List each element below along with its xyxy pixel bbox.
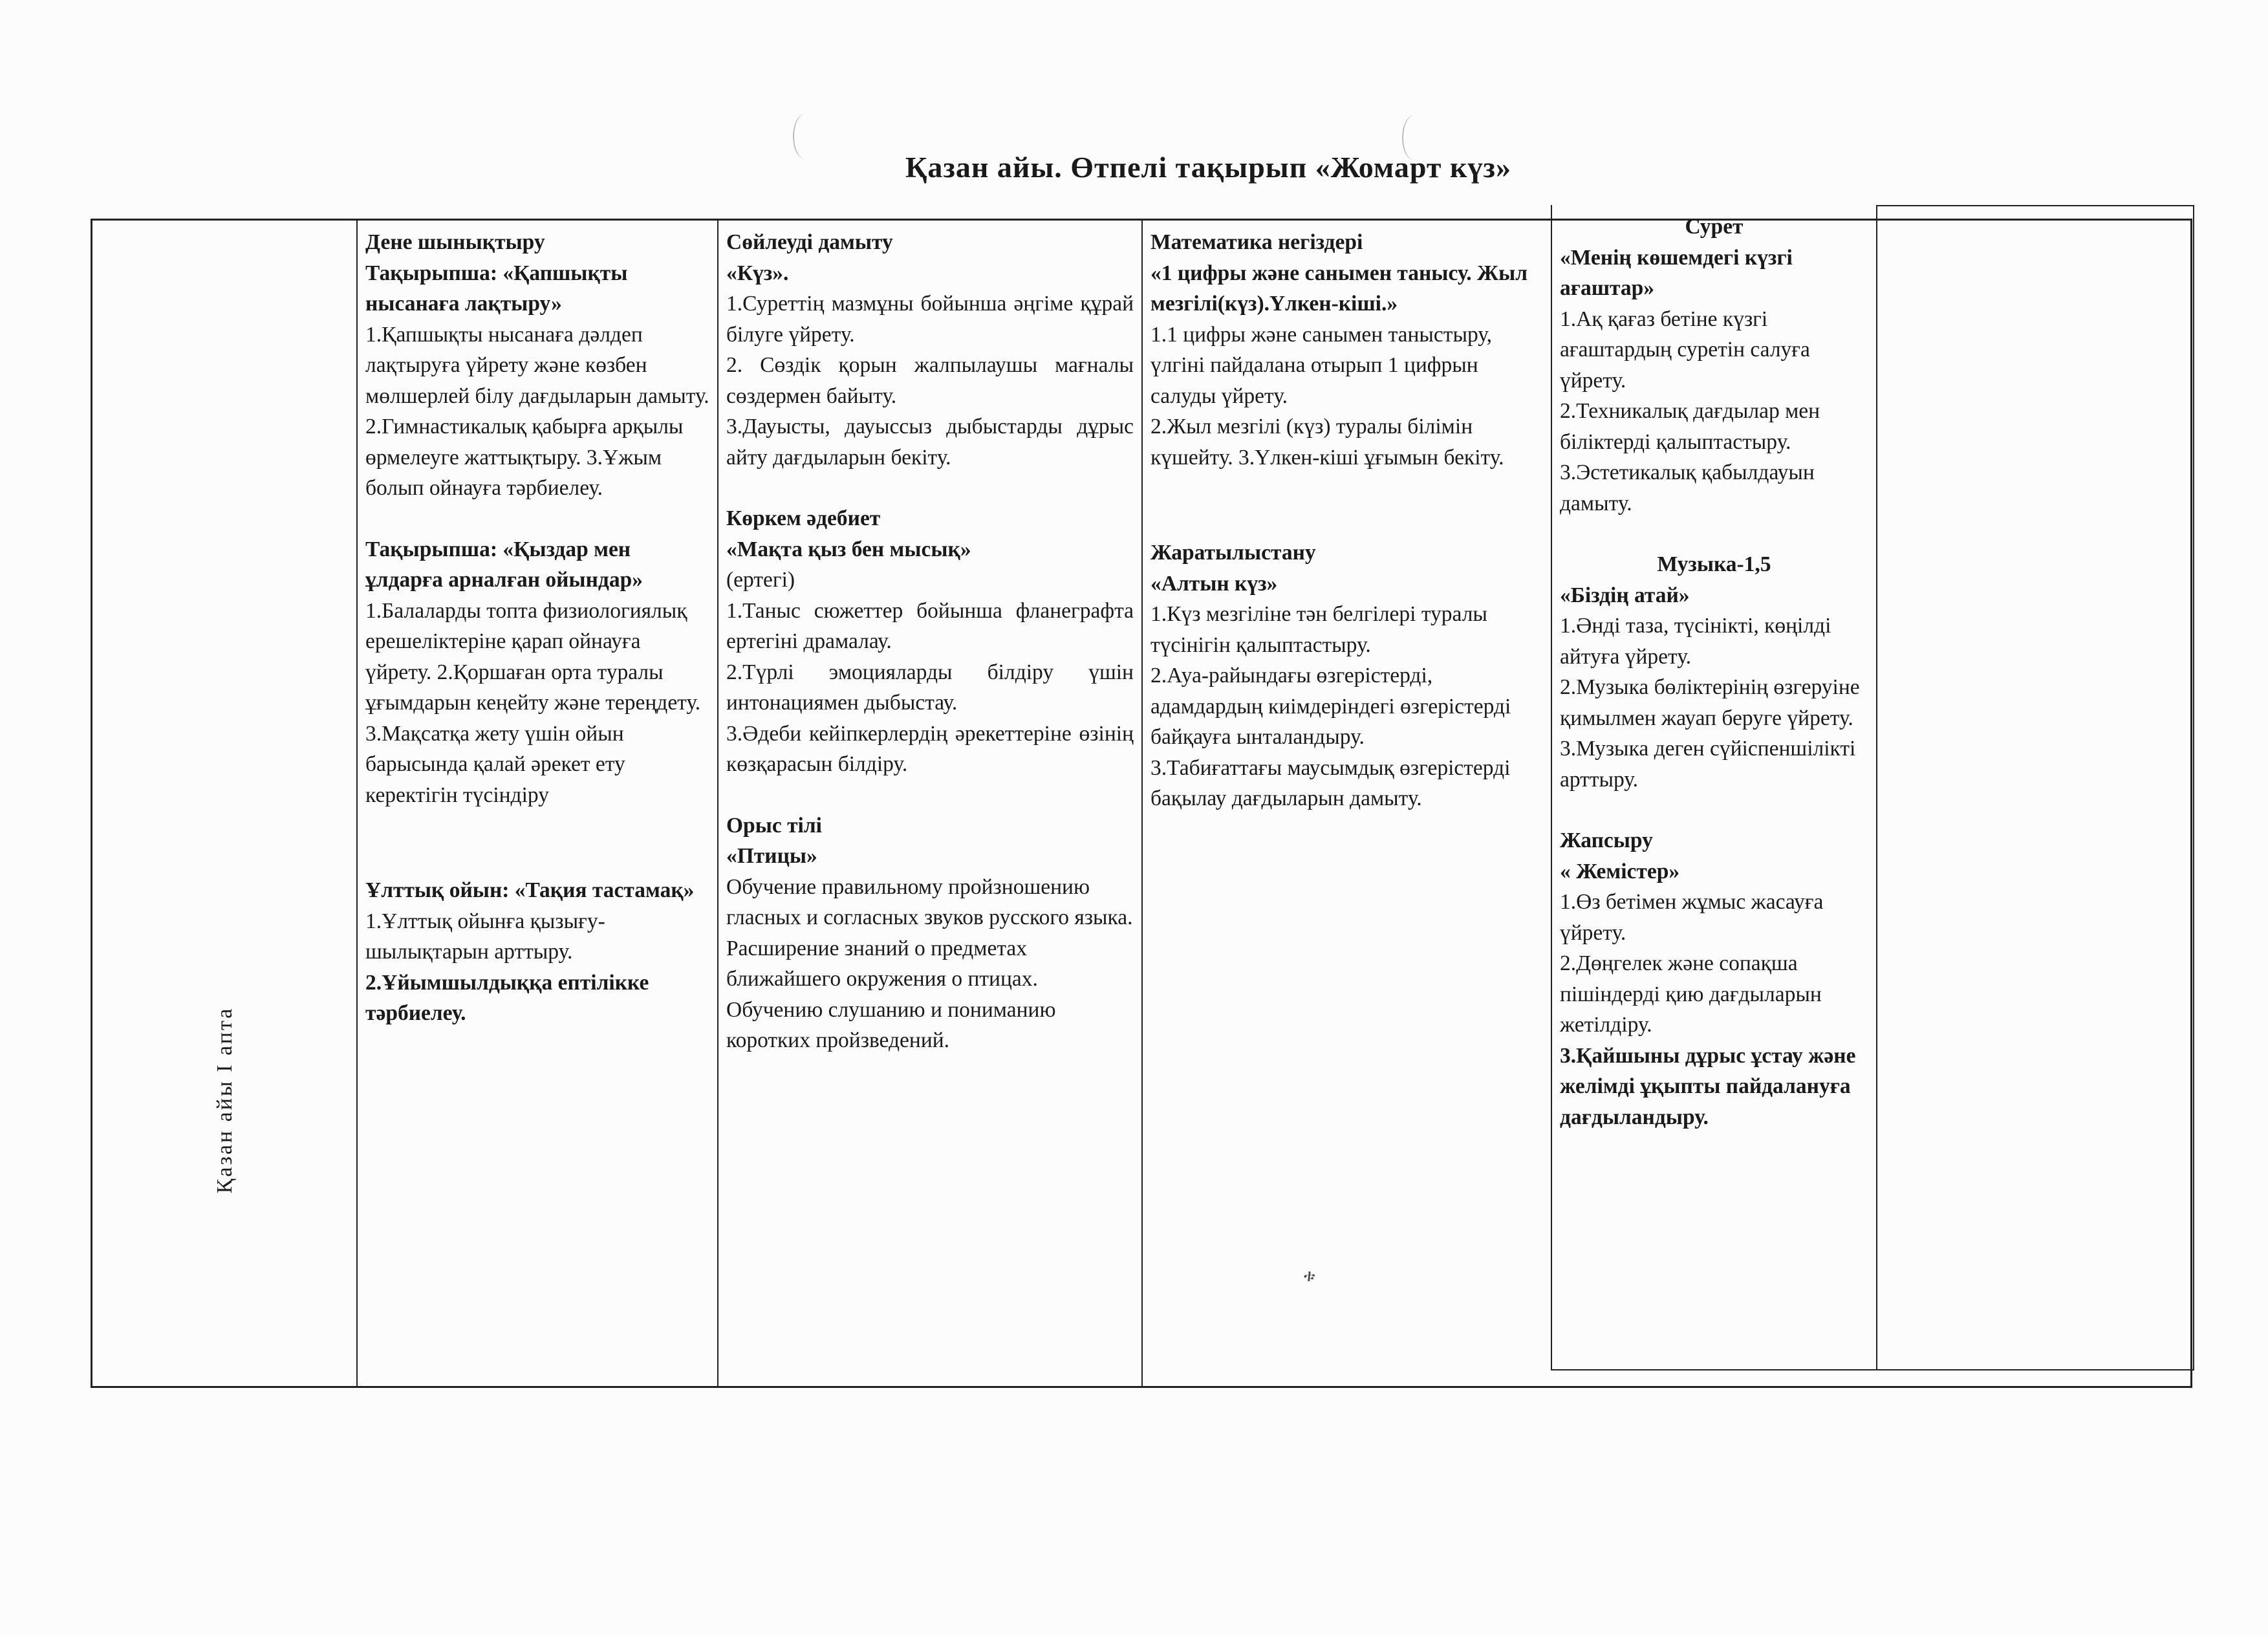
objective-line: 3.Табиғаттағы маусымдық өзгерістерді бақылау дағдыларын дамыту. <box>1150 755 1511 810</box>
objective-line: 2.Жыл мезгілі (күз) туралы білімін күшейту. 3.Үлкен-кіші ұғымын бекіту. <box>1150 415 1504 470</box>
objective-line: 3.Эстетикалық қабылдауын дамыту. <box>1560 460 1815 515</box>
objective-line: 1.Ұлттық ойынға қызығу-шылықтарын арттыру. <box>365 909 605 964</box>
objective-line: 1.Суреттің мазмұны бойынша әңгіме құрай білуге үйрету. <box>726 292 1134 347</box>
scan-mark-right <box>1402 115 1427 160</box>
objective-line: 1.Таныс сюжеттер бойынша фланеграфта ертегіні драмалау. <box>726 598 1134 653</box>
objective-line: 2.Техникалық дағдылар мен біліктерді қалыптастыру. <box>1560 399 1820 454</box>
subject-heading: Жапсыру <box>1560 828 1653 852</box>
topic-note: (ертегі) <box>726 568 795 592</box>
topic-heading: «Біздің атай» <box>1560 583 1690 607</box>
objective-line: 1.Өз бетімен жұмыс жасауға үйрету. <box>1560 890 1824 945</box>
objective-line: 3.Музыка деген сүйіспеншілікті арттыру. <box>1560 737 1856 792</box>
lesson-plan-table <box>91 215 2192 1388</box>
objective-line: 3.Әдеби кейіпкерлердің әрекеттеріне өзінің көзқарасын білдіру. <box>726 721 1134 776</box>
column-mathematics <box>1141 221 1551 1386</box>
subject-heading: Жаратылыстану <box>1150 541 1316 565</box>
objective-line: 1.Күз мезгіліне тән белгілері туралы түсінігін қалыптастыру. <box>1150 602 1487 657</box>
objective-line: 2.Ауа-райындағы өзгерістерді, адамдардың киімдеріндегі өзгерістерді байқауға ынталандыру. <box>1150 664 1511 749</box>
column-art <box>1551 205 1877 1370</box>
objective-line: 1.1 цифры және санымен таныстыру, үлгіні пайдалана отырып 1 цифрын салуды үйрету. <box>1150 322 1493 408</box>
subject-heading: Дене шынықтыру <box>365 230 545 254</box>
column-empty <box>1877 205 2194 1370</box>
subject-heading: Сурет <box>1685 215 1744 239</box>
objective-line: 2. Сөздік қорын жалпылаушы мағналы сөздермен байыту. <box>726 353 1134 408</box>
scan-mark-left <box>793 114 817 159</box>
objective-line: 3.Мақсатқа жету үшін ойын барысында қалай әрекет ету керектігін түсіндіру <box>365 721 625 807</box>
objective-line: 3.Дауысты, дауыссыз дыбыстарды дұрыс айту дағдыларын бекіту. <box>726 415 1134 470</box>
topic-heading: «Мақта қыз бен мысық» <box>726 537 971 561</box>
topic-heading: Ұлттық ойын: «Тақия тастамақ» <box>365 878 695 902</box>
topic-heading: «1 цифры және санымен танысу. Жыл мезгілі(күз).Үлкен-кіші.» <box>1150 261 1528 316</box>
week-label: Қазан айы I апта <box>213 1006 237 1194</box>
topic-heading: « Жемістер» <box>1560 859 1680 883</box>
objective-line: 2.Дөңгелек және сопақша пішіндерді қию дағдыларын жетілдіру. <box>1560 951 1822 1037</box>
topic-heading: Тақырыпша: «Қапшықты нысанаға лақтыру» <box>365 261 628 316</box>
page-title: Қазан айы. Өтпелі тақырып «Жомарт күз» <box>905 151 1511 184</box>
scan-speck: ቱ <box>1304 1266 1315 1285</box>
subject-heading: Математика негіздері <box>1150 230 1363 254</box>
objective-line: 2.Музыка бөліктерінің өзгеруіне қимылмен жауап беруге үйрету. <box>1560 675 1860 730</box>
objective-line: 3.Қайшыны дұрыс ұстау және желімді ұқыпты пайдалануға дағдыландыру. <box>1560 1043 1856 1129</box>
topic-heading: «Менің көшемдегі күзгі ағаштар» <box>1560 245 1793 300</box>
topic-heading: «Алтын күз» <box>1150 571 1278 596</box>
column-physical-education <box>356 221 717 1386</box>
objective-line: 2.Ұйымшылдыққа ептілікке тәрбиелеу. <box>365 970 649 1025</box>
objective-line: 1.Ақ қағаз бетіне күзгі ағаштардың суретін салуға үйрету. <box>1560 307 1810 393</box>
objective-line: 1.Әнді таза, түсінікті, көңілді айтуға үйрету. <box>1560 614 1831 669</box>
column-speech-development <box>717 221 1141 1386</box>
subject-heading: Көркем әдебиет <box>726 506 881 530</box>
topic-heading: Тақырыпша: «Қыздар мен ұлдарға арналған ойындар» <box>365 537 643 592</box>
objective-line: 1.Балаларды топта физиологиялық ерешеліктеріне қарап ойнауға үйрету. 2.Қоршаған орта туралы ұғымдарын кеңейту және тереңдету. <box>365 598 701 715</box>
objective-line: 2.Гимнастикалық қабырға арқылы өрмелеуге жаттықтыру. 3.Ұжым болып ойнауға тәрбиелеу. <box>365 415 684 500</box>
subject-heading: Сөйлеуді дамыту <box>726 230 893 254</box>
objective-line: 2.Түрлі эмоцияларды білдіру үшін интонациямен дыбыстау. <box>726 660 1134 715</box>
objective-line: Обучение правильному пройзношению гласных и согласных звуков русского языка. Расширение знаний о предметах ближайшего окружения о птицах. Обучению слушанию и пониманию коротких пройзведений. <box>726 874 1133 1052</box>
topic-heading: «Күз». <box>726 261 789 285</box>
topic-heading: «Птицы» <box>726 844 817 868</box>
subject-heading: Орыс тілі <box>726 813 822 838</box>
week-label-cell <box>92 221 356 1386</box>
objective-line: 1.Қапшықты нысанаға дәлдеп лақтыруға үйрету және көзбен мөлшерлей білу дағдыларын дамыту. <box>365 322 709 408</box>
subject-heading: Музыка-1,5 <box>1657 552 1771 576</box>
